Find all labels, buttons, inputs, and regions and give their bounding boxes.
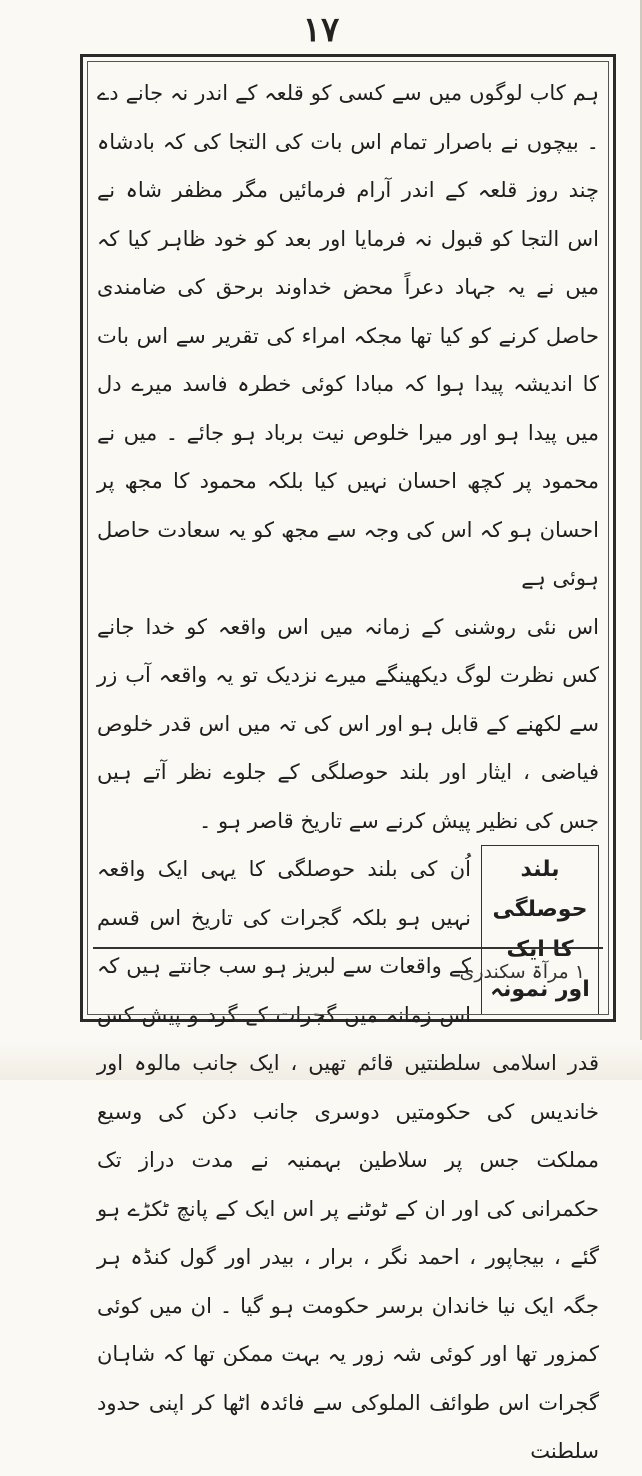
section-block — [97, 845, 599, 1476]
page-frame — [80, 54, 616, 1463]
footnote: ۱ مرآۃ سکندری — [459, 961, 585, 983]
paragraph-3: اُن کی بلند حوصلگی کا یہی ایک واقعہ نہیں ہو بلکہ گجرات کی تاریخ اس قسم کے واقعات سے لبریز ہو سب جانتے ہیں کہ اس زمانہ میں گجرات کے گرد و پیش کس قدر اسلامی سلطنتیں قائم تھیں ، ایک جانب مالوہ اور خاندیس کی حکومتیں دوسری جانب دکن کی وسیع مملکت جس پر سلاطین بہمنیہ نے مدت دراز تک حکمرانی کی اور ان کے ٹوٹنے پر اس ایک کے پانچ ٹکڑے ہو گئے ، بیجاپور ، احمد نگر ، برار ، بیدر اور گول کنڈہ ہر جگہ ایک نیا خاندان برسر حکومت ہو گیا ۔ ان میں کوئی کمزور تھا اور کوئی شہ زور یہ بہت ممکن تھا کہ شاہان گجرات اس طوائف الملوکی سے فائدہ اٹھا کر اپنی حدود سلطنت — [97, 857, 599, 1463]
paragraph-1: ہم کاب لوگوں میں سے کسی کو قلعہ کے اندر نہ جانے دے ۔ بیچوں نے باصرار تمام اس بات کی التجا کی کہ بادشاہ چند روز قلعہ کے اندر آرام فرمائیں مگر مظفر شاہ نے اس التجا کو قبول نہ فرمایا اور بعد کو خود ظاہر کیا کہ میں نے یہ جہاد دعراً محض خداوند برحق کی ضامندی حاصل کرنے کو کیا تھا مجکہ امراء کی تقریر سے اس بات کا اندیشہ پیدا ہوا کہ مبادا کوئی خطرہ فاسد میرے دل میں پیدا ہو اور میرا خلوص نیت برباد ہو جائے ۔ میں نے محمود پر کچھ احسان نہیں کیا بلکہ محمود کا مجھ پر احسان ہو کہ اس کی وجہ سے مجھ کو یہ سعادت حاصل ہوئی ہے — [97, 81, 599, 590]
side-heading: بلند حوصلگی کا ایک اور نمونہ — [481, 845, 599, 1015]
body-text — [97, 69, 599, 1476]
footnote-divider — [93, 947, 603, 949]
paragraph-2: اس نئی روشنی کے زمانہ میں اس واقعہ کو خدا جانے کس نظرت لوگ دیکھینگے میرے نزدیک تو یہ واقعہ آب زر سے لکھنے کے قابل ہو اور اس کی تہ میں اس قدر خلوص فیاضی ، ایثار اور بلند حوصلگی کے جلوے نظر آتے ہیں جس کی نظیر پیش کرنے سے تاریخ قاصر ہو ۔ — [97, 614, 599, 833]
page-number: ۱۷ — [302, 10, 340, 50]
